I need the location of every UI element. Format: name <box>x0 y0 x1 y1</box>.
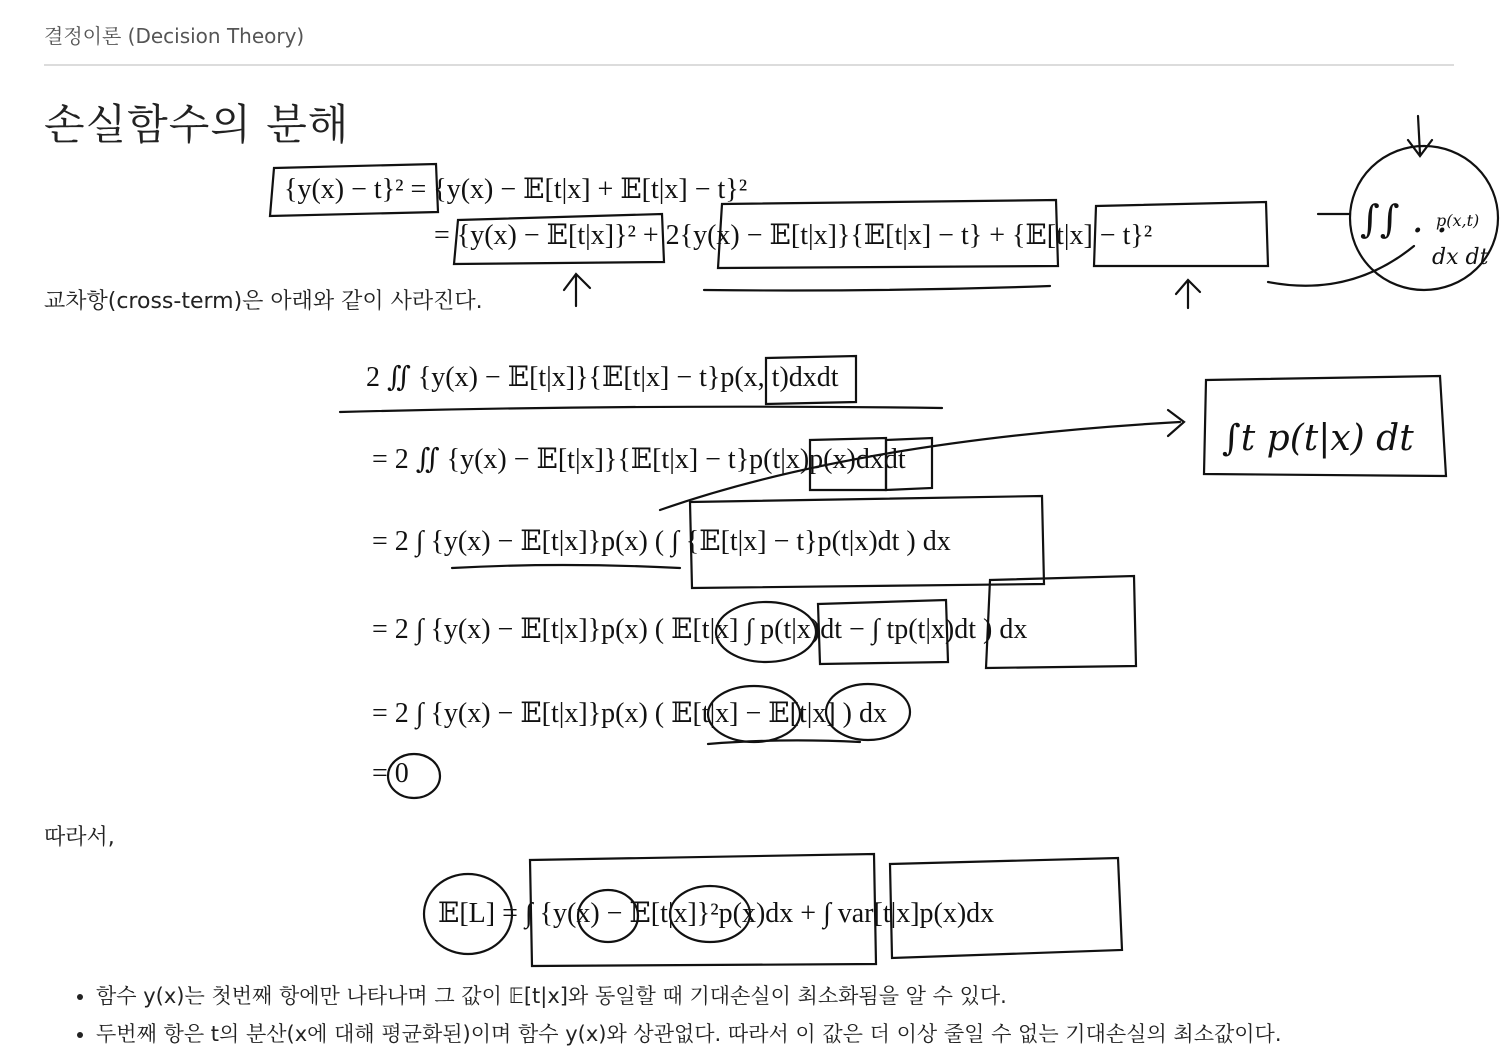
bullet-item: • 함수 y(x)는 첫번째 항에만 나타나며 그 값이 𝔼[t|x]와 동일할 때 기대손실이 최소화됨을 알 수 있다. <box>96 980 1282 1010</box>
eq1-line1: {y(x) − t}² = {y(x) − 𝔼[t|x] + 𝔼[t|x] − t}² <box>284 174 748 205</box>
breadcrumb: 결정이론 (Decision Theory) <box>44 24 305 48</box>
bullet-item: • 두번째 항은 t의 분산(x에 대해 평균화된)이며 함수 y(x)와 상관없다. 따라서 이 값은 더 이상 줄일 수 없는 기대손실의 최소값이다. <box>96 1018 1282 1048</box>
section-heading: 손실함수의 분해 <box>44 100 350 149</box>
integral-note-text: ∫t p(t|x) dt <box>1222 418 1414 459</box>
conclusion-list <box>60 980 1282 1056</box>
derivation-line-3: = 2 ∫ {y(x) − 𝔼[t|x]}p(x) ( ∫ {𝔼[t|x] − t}p(t|x)dt ) dx <box>372 526 951 557</box>
circle-annotation <box>1350 146 1498 290</box>
header-divider <box>44 64 1454 66</box>
derivation-line-6: = 0 <box>372 758 409 789</box>
eq1-line2: = {y(x) − 𝔼[t|x]}² + 2{y(x) − 𝔼[t|x]}{𝔼[t|x] − t} + {𝔼[t|x] − t}² <box>434 220 1153 251</box>
derivation-line-2: = 2 ∬ {y(x) − 𝔼[t|x]}{𝔼[t|x] − t}p(t|x)p(x)dxdt <box>372 444 906 475</box>
cross-term-text: 교차항(cross-term)은 아래와 같이 사라진다. <box>44 289 483 314</box>
circle-note-top: p(x,t) <box>1436 211 1480 230</box>
double-integral-glyph: ∫∫ . . <box>1360 197 1448 241</box>
derivation-line-1: 2 ∬ {y(x) − 𝔼[t|x]}{𝔼[t|x] − t}p(x, t)dxdt <box>366 362 839 393</box>
note-box <box>1204 376 1446 476</box>
derivation-line-5: = 2 ∫ {y(x) − 𝔼[t|x]}p(x) ( 𝔼[t|x] − 𝔼[t|x] ) dx <box>372 698 887 729</box>
therefore-text: 따라서, <box>44 825 115 850</box>
circle-note-bottom: dx dt <box>1432 245 1489 270</box>
final-equation: 𝔼[L] = ∫ {y(x) − 𝔼[t|x]}²p(x)dx + ∫ var[t|x]p(x)dx <box>438 898 995 929</box>
derivation-line-4: = 2 ∫ {y(x) − 𝔼[t|x]}p(x) ( 𝔼[t|x] ∫ p(t|x)dt − ∫ tp(t|x)dt ) dx <box>372 614 1028 645</box>
